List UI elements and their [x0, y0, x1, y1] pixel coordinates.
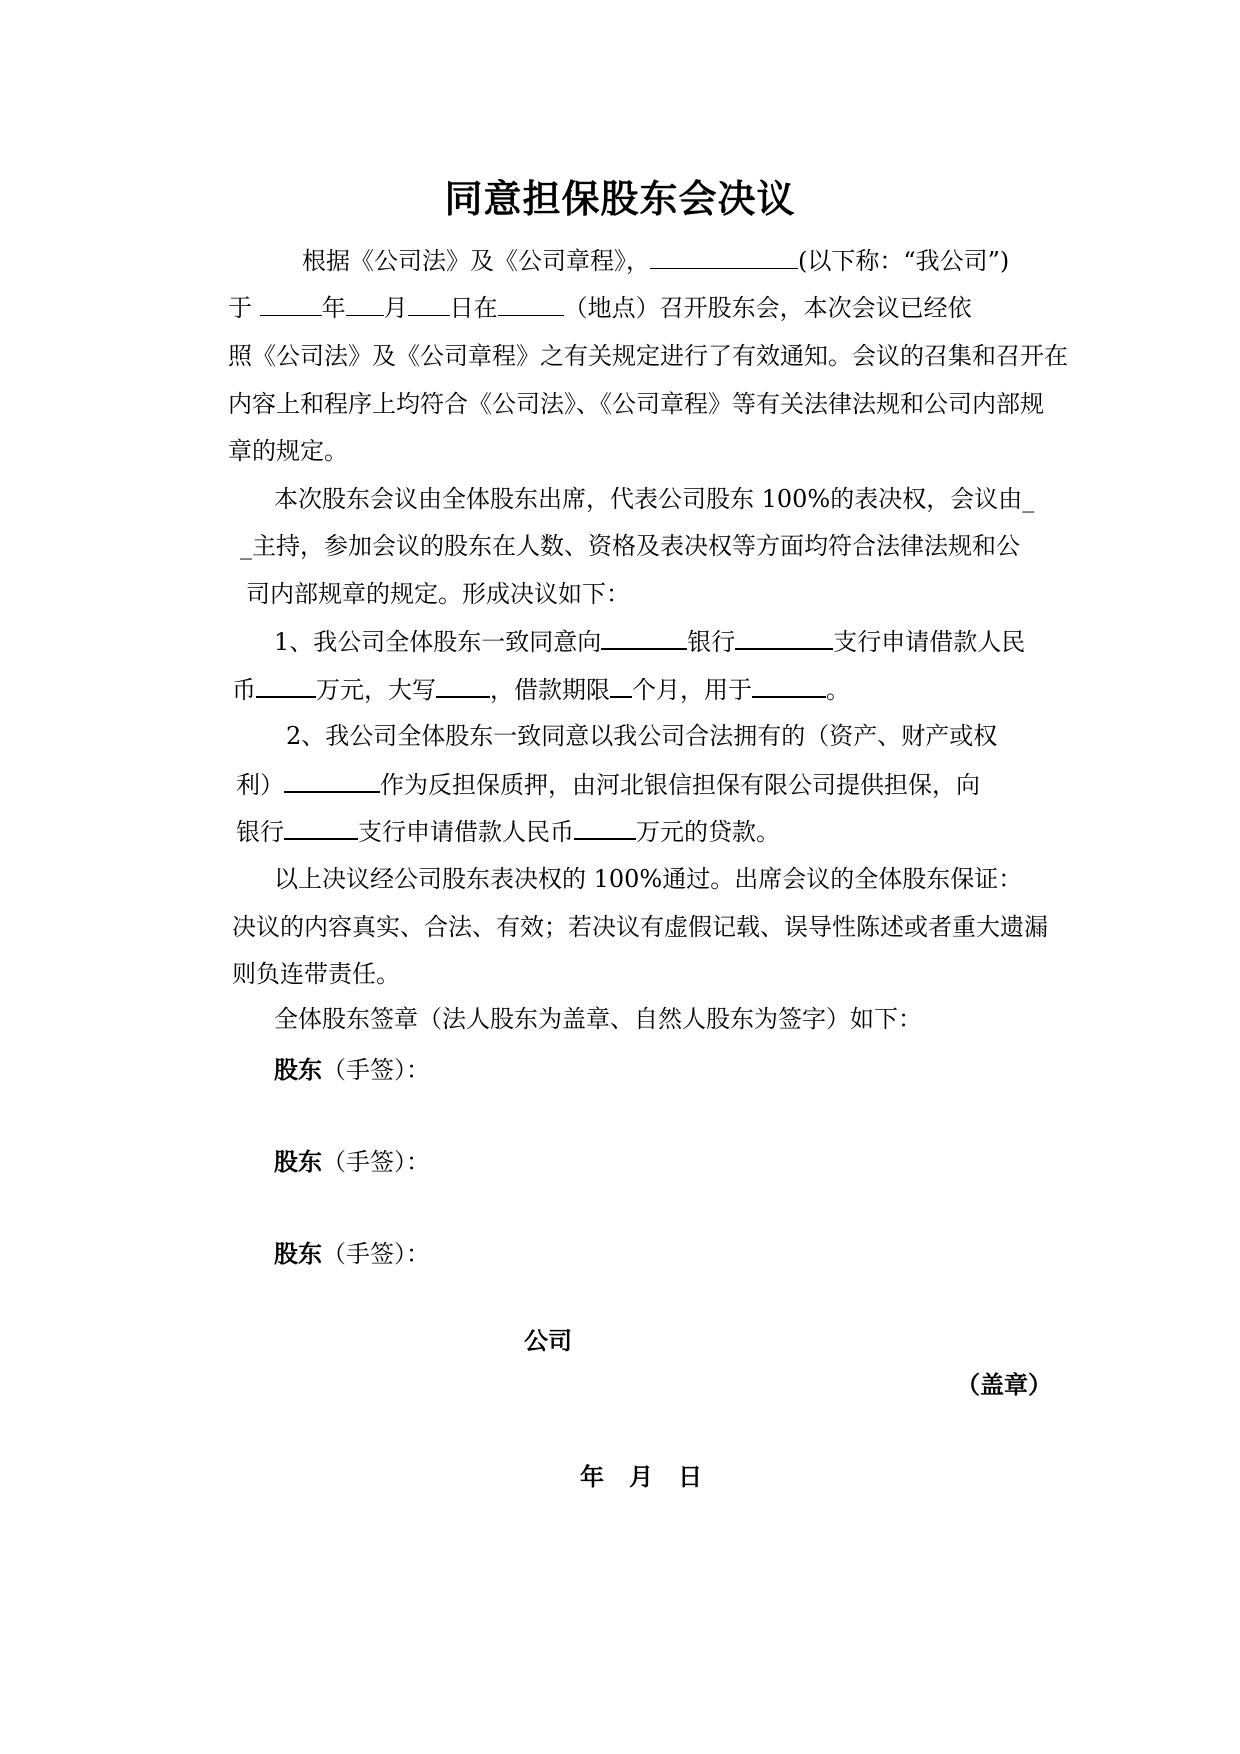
p2-line2: _主持，参加会议的股东在人数、资格及表决权等方面均符合法律法规和公: [240, 532, 1020, 560]
collateral-blank: [284, 769, 380, 793]
date-label: 年 月 日: [580, 1462, 703, 1491]
p3-line2: 决议的内容真实、合法、有效；若决议有虚假记载、误导性陈述或者重大遗漏: [232, 913, 1048, 941]
p1-line5: 章的规定。: [228, 437, 348, 465]
p3-line1: 以上决议经公司股东表决权的 100%通过。出席会议的全体股东保证：: [274, 865, 1023, 893]
item2-line2: 利） 作为反担保质押，由河北银信担保有限公司提供担保，向: [236, 771, 980, 799]
term-months-blank: [610, 674, 632, 698]
day-blank: [408, 293, 450, 316]
bank-blank: [284, 816, 358, 840]
signature-line-2: 股东（手签）：: [274, 1147, 430, 1176]
p1-line1: 根据《公司法》及《公司章程》， (以下称：“我公司”): [302, 247, 1010, 275]
document-title: 同意担保股东会决议: [444, 176, 796, 221]
purpose-blank: [752, 674, 826, 698]
p2-line3: 司内部规章的规定。形成决议如下：: [246, 580, 630, 608]
loan-amount-blank: [574, 816, 636, 840]
amount-blank: [256, 674, 316, 698]
p1-line3: 照《公司法》及《公司章程》之有关规定进行了有效通知。会议的召集和召开在: [228, 342, 1068, 370]
seal-label: （盖章）: [956, 1370, 1052, 1399]
lender-bank-blank: [601, 626, 687, 650]
p2-line1: 本次股东会议由全体股东出席，代表公司股东 100%的表决权，会议由_: [274, 485, 1035, 513]
signature-line-1: 股东（手签）：: [274, 1055, 430, 1084]
company-name-blank: [650, 246, 798, 269]
p3-line3: 则负连带责任。: [232, 960, 400, 988]
item1-line1: 1、我公司全体股东一致同意向 银行 支行申请借款人民: [274, 628, 1026, 656]
location-blank: [498, 293, 564, 316]
item1-line2: 币 万元，大写 ，借款期限 个月，用于 。: [232, 676, 850, 704]
month-blank: [346, 293, 384, 316]
branch-blank: [735, 626, 833, 650]
p1-line2: 于 年 月 日在 （地点）召开股东会，本次会议已经依: [228, 294, 972, 322]
company-label: 公司: [524, 1326, 572, 1355]
signature-line-3: 股东（手签）：: [274, 1239, 430, 1268]
item2-line1: 2、我公司全体股东一致同意以我公司合法拥有的（资产、财产或权: [286, 722, 998, 750]
amount-words-blank: [436, 674, 490, 698]
item2-line3: 银行 支行申请借款人民币 万元的贷款。: [236, 818, 780, 846]
p1-line4: 内容上和程序上均符合《公司法》、《公司章程》等有关法律法规和公司内部规: [228, 390, 1044, 418]
year-blank: [260, 293, 322, 316]
p4-line1: 全体股东签章（法人股东为盖章、自然人股东为签字）如下：: [274, 1005, 922, 1033]
